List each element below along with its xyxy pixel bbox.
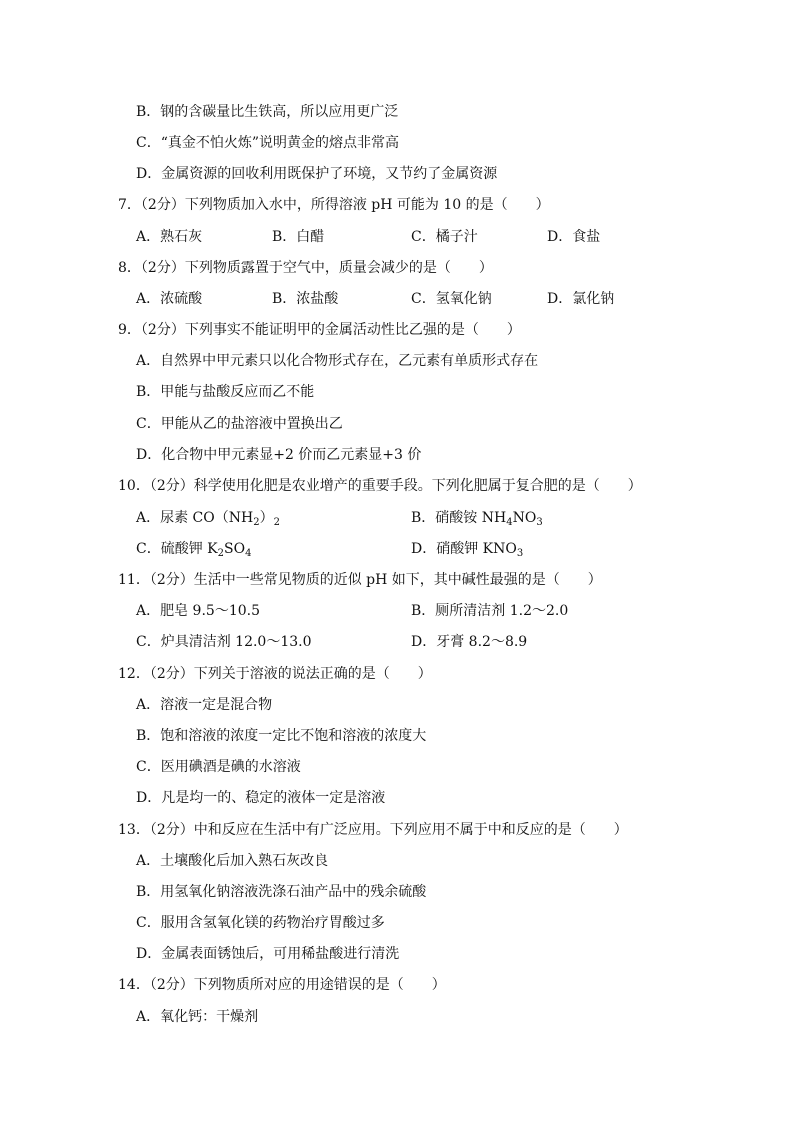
q8-option-d: D．氯化钠	[547, 291, 615, 307]
q9-option-d: D．化合物中甲元素显+2 价而乙元素显+3 价	[136, 447, 422, 463]
q13-stem: 13．（2分）中和反应在生活中有广泛应用。下列应用不属于中和反应的是（ ）	[118, 822, 628, 838]
q11-option-c: C．炉具清洁剂 12.0～13.0	[136, 634, 312, 650]
q10-options-row1	[0, 507, 794, 529]
q9-option-c: C．甲能从乙的盐溶液中置换出乙	[136, 416, 343, 432]
q8-option-a: A．浓硫酸	[136, 291, 203, 307]
q10-option-a: A．尿素 $CO(NH_2)_2$	[136, 510, 280, 528]
q7-options	[0, 226, 794, 248]
q13-option-c: C．服用含氢氧化镁的药物治疗胃酸过多	[136, 915, 385, 931]
q8-option-c: C．氢氧化钠	[411, 291, 492, 307]
q12-stem: 12．（2分）下列关于溶液的说法正确的是（ ）	[118, 666, 432, 682]
q11-stem: 11．（2分）生活中一些常见物质的近似 pH 如下，其中碱性最强的是（ ）	[118, 572, 602, 588]
q12-option-d: D．凡是均一的、稳定的液体一定是溶液	[136, 790, 386, 806]
q11-options-row2	[0, 631, 794, 653]
q12-option-a: A．溶液一定是混合物	[136, 697, 273, 713]
q13-option-b: B．用氢氧化钠溶液洗涤石油产品中的残余硫酸	[136, 884, 427, 900]
q11-option-b: B．厕所清洁剂 1.2～2.0	[411, 603, 569, 619]
q7-option-a: A．熟石灰	[136, 229, 203, 245]
q8-option-b: B．浓盐酸	[272, 291, 339, 307]
q10-options-row2	[0, 538, 794, 560]
q6-option-c: C．“真金不怕火炼”说明黄金的熔点非常高	[136, 135, 400, 151]
q7-option-d: D．食盐	[547, 229, 601, 245]
q9-stem: 9．（2分）下列事实不能证明甲的金属活动性比乙强的是（ ）	[118, 322, 521, 338]
q9-option-a: A．自然界中甲元素只以化合物形式存在，乙元素有单质形式存在	[136, 353, 539, 369]
q10-option-b: B．硝酸铵 $NH_4NO_3$	[411, 510, 543, 528]
q12-option-c: C．医用碘酒是碘的水溶液	[136, 759, 301, 775]
q6-option-b: B．钢的含碳量比生铁高，所以应用更广泛	[136, 104, 399, 120]
q6-option-d: D．金属资源的回收利用既保护了环境，又节约了金属资源	[136, 166, 498, 182]
q8-stem: 8．（2分）下列物质露置于空气中，质量会减少的是（ ）	[118, 260, 493, 276]
q11-option-a: A．肥皂 9.5～10.5	[136, 603, 260, 619]
q11-option-d: D．牙膏 8.2～8.9	[411, 634, 528, 650]
q11-options-row1	[0, 600, 794, 622]
q10-option-d: D．硝酸钾 $KNO_3$	[411, 541, 524, 559]
q10-stem: 10．（2分）科学使用化肥是农业增产的重要手段。下列化肥属于复合肥的是（ ）	[118, 478, 642, 494]
q14-stem: 14．（2分）下列物质所对应的用途错误的是（ ）	[118, 977, 446, 993]
q7-option-b: B．白醋	[272, 229, 325, 245]
q13-option-d: D．金属表面锈蚀后，可用稀盐酸进行清洗	[136, 946, 400, 962]
q12-option-b: B．饱和溶液的浓度一定比不饱和溶液的浓度大	[136, 728, 427, 744]
q8-options	[0, 288, 794, 310]
q10-option-c: C．硫酸钾 $K_2SO_4$	[136, 541, 252, 559]
q9-option-b: B．甲能与盐酸反应而乙不能	[136, 384, 315, 400]
q14-option-a: A．氧化钙：干燥剂	[136, 1009, 259, 1025]
q7-option-c: C．橘子汁	[411, 229, 478, 245]
q7-stem: 7．（2分）下列物质加入水中，所得溶液 pH 可能为 10 的是（ ）	[118, 197, 550, 213]
q13-option-a: A．土壤酸化后加入熟石灰改良	[136, 853, 329, 869]
